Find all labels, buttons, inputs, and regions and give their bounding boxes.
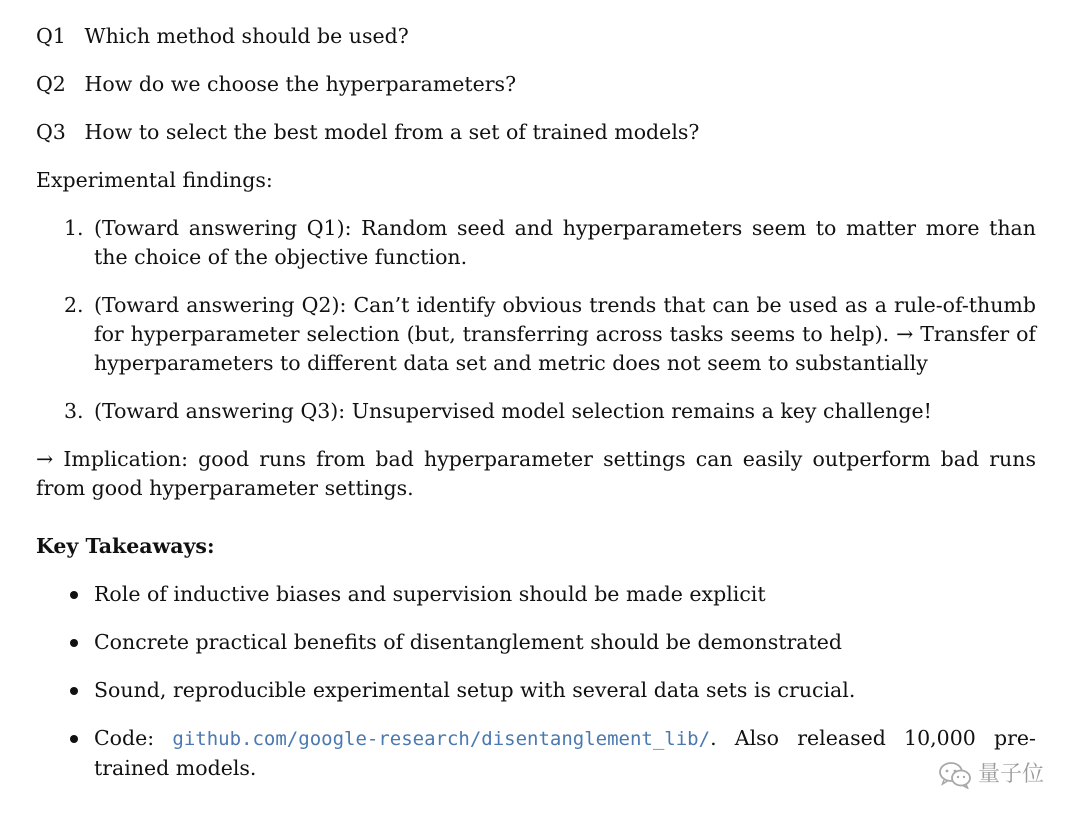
question-id: Q3 (36, 120, 66, 144)
finding-item (36, 291, 1036, 378)
finding-number: 3. (64, 399, 84, 423)
watermark-text: 量子位 (977, 762, 1044, 787)
question-text: How to select the best model from a set of trained models? (84, 120, 700, 144)
takeaway-text: Concrete practical benefits of disentanglement should be demonstrated (94, 630, 842, 654)
implication-text: → Implication: good runs from bad hyperparameter settings can easily outperform bad runs from good hyperparameter settings. (36, 447, 1036, 500)
wechat-icon (938, 761, 972, 789)
bullet-icon (70, 639, 78, 647)
takeaways-list (36, 580, 1036, 783)
code-label: Code: (94, 726, 155, 750)
question-text: Which method should be used? (84, 24, 409, 48)
finding-number: 2. (64, 293, 84, 317)
takeaway-item-code (36, 724, 1036, 783)
watermark (938, 760, 1044, 789)
takeaway-text: Sound, reproducible experimental setup with several data sets is crucial. (94, 678, 856, 702)
takeaways-heading: Key Takeaways: (36, 534, 215, 558)
findings-list (36, 214, 1036, 426)
finding-text: (Toward answering Q2): Can’t identify obvious trends that can be used as a rule-of-thumb for hyperparameter selection (but, transferring across tasks seems to help). → Transfer of hyperparameters to different data set and metric does not seem to substantially (94, 293, 1036, 375)
code-repo-link[interactable]: github.com/google-research/disentanglement_lib/ (172, 728, 711, 750)
takeaway-item (36, 628, 1036, 657)
question-q1 (36, 22, 1036, 51)
takeaway-item (36, 580, 1036, 609)
bullet-icon (70, 735, 78, 743)
finding-item (36, 397, 1036, 426)
finding-text: (Toward answering Q3): Unsupervised model selection remains a key challenge! (94, 399, 932, 423)
question-q3 (36, 118, 1036, 147)
bullet-icon (70, 687, 78, 695)
takeaway-text: Role of inductive biases and supervision should be made explicit (94, 582, 766, 606)
finding-item (36, 214, 1036, 272)
takeaway-item (36, 676, 1036, 705)
question-id: Q2 (36, 72, 66, 96)
bullet-icon (70, 591, 78, 599)
findings-heading: Experimental findings: (36, 168, 273, 192)
finding-text: (Toward answering Q1): Random seed and hyperparameters seem to matter more than the choice of the objective function. (94, 216, 1036, 269)
code-after-text: . Also released 10,000 pre-trained models. (94, 726, 1036, 780)
question-id: Q1 (36, 24, 66, 48)
question-q2 (36, 70, 1036, 99)
document-page (36, 22, 1036, 802)
finding-number: 1. (64, 216, 84, 240)
question-text: How do we choose the hyperparameters? (84, 72, 517, 96)
